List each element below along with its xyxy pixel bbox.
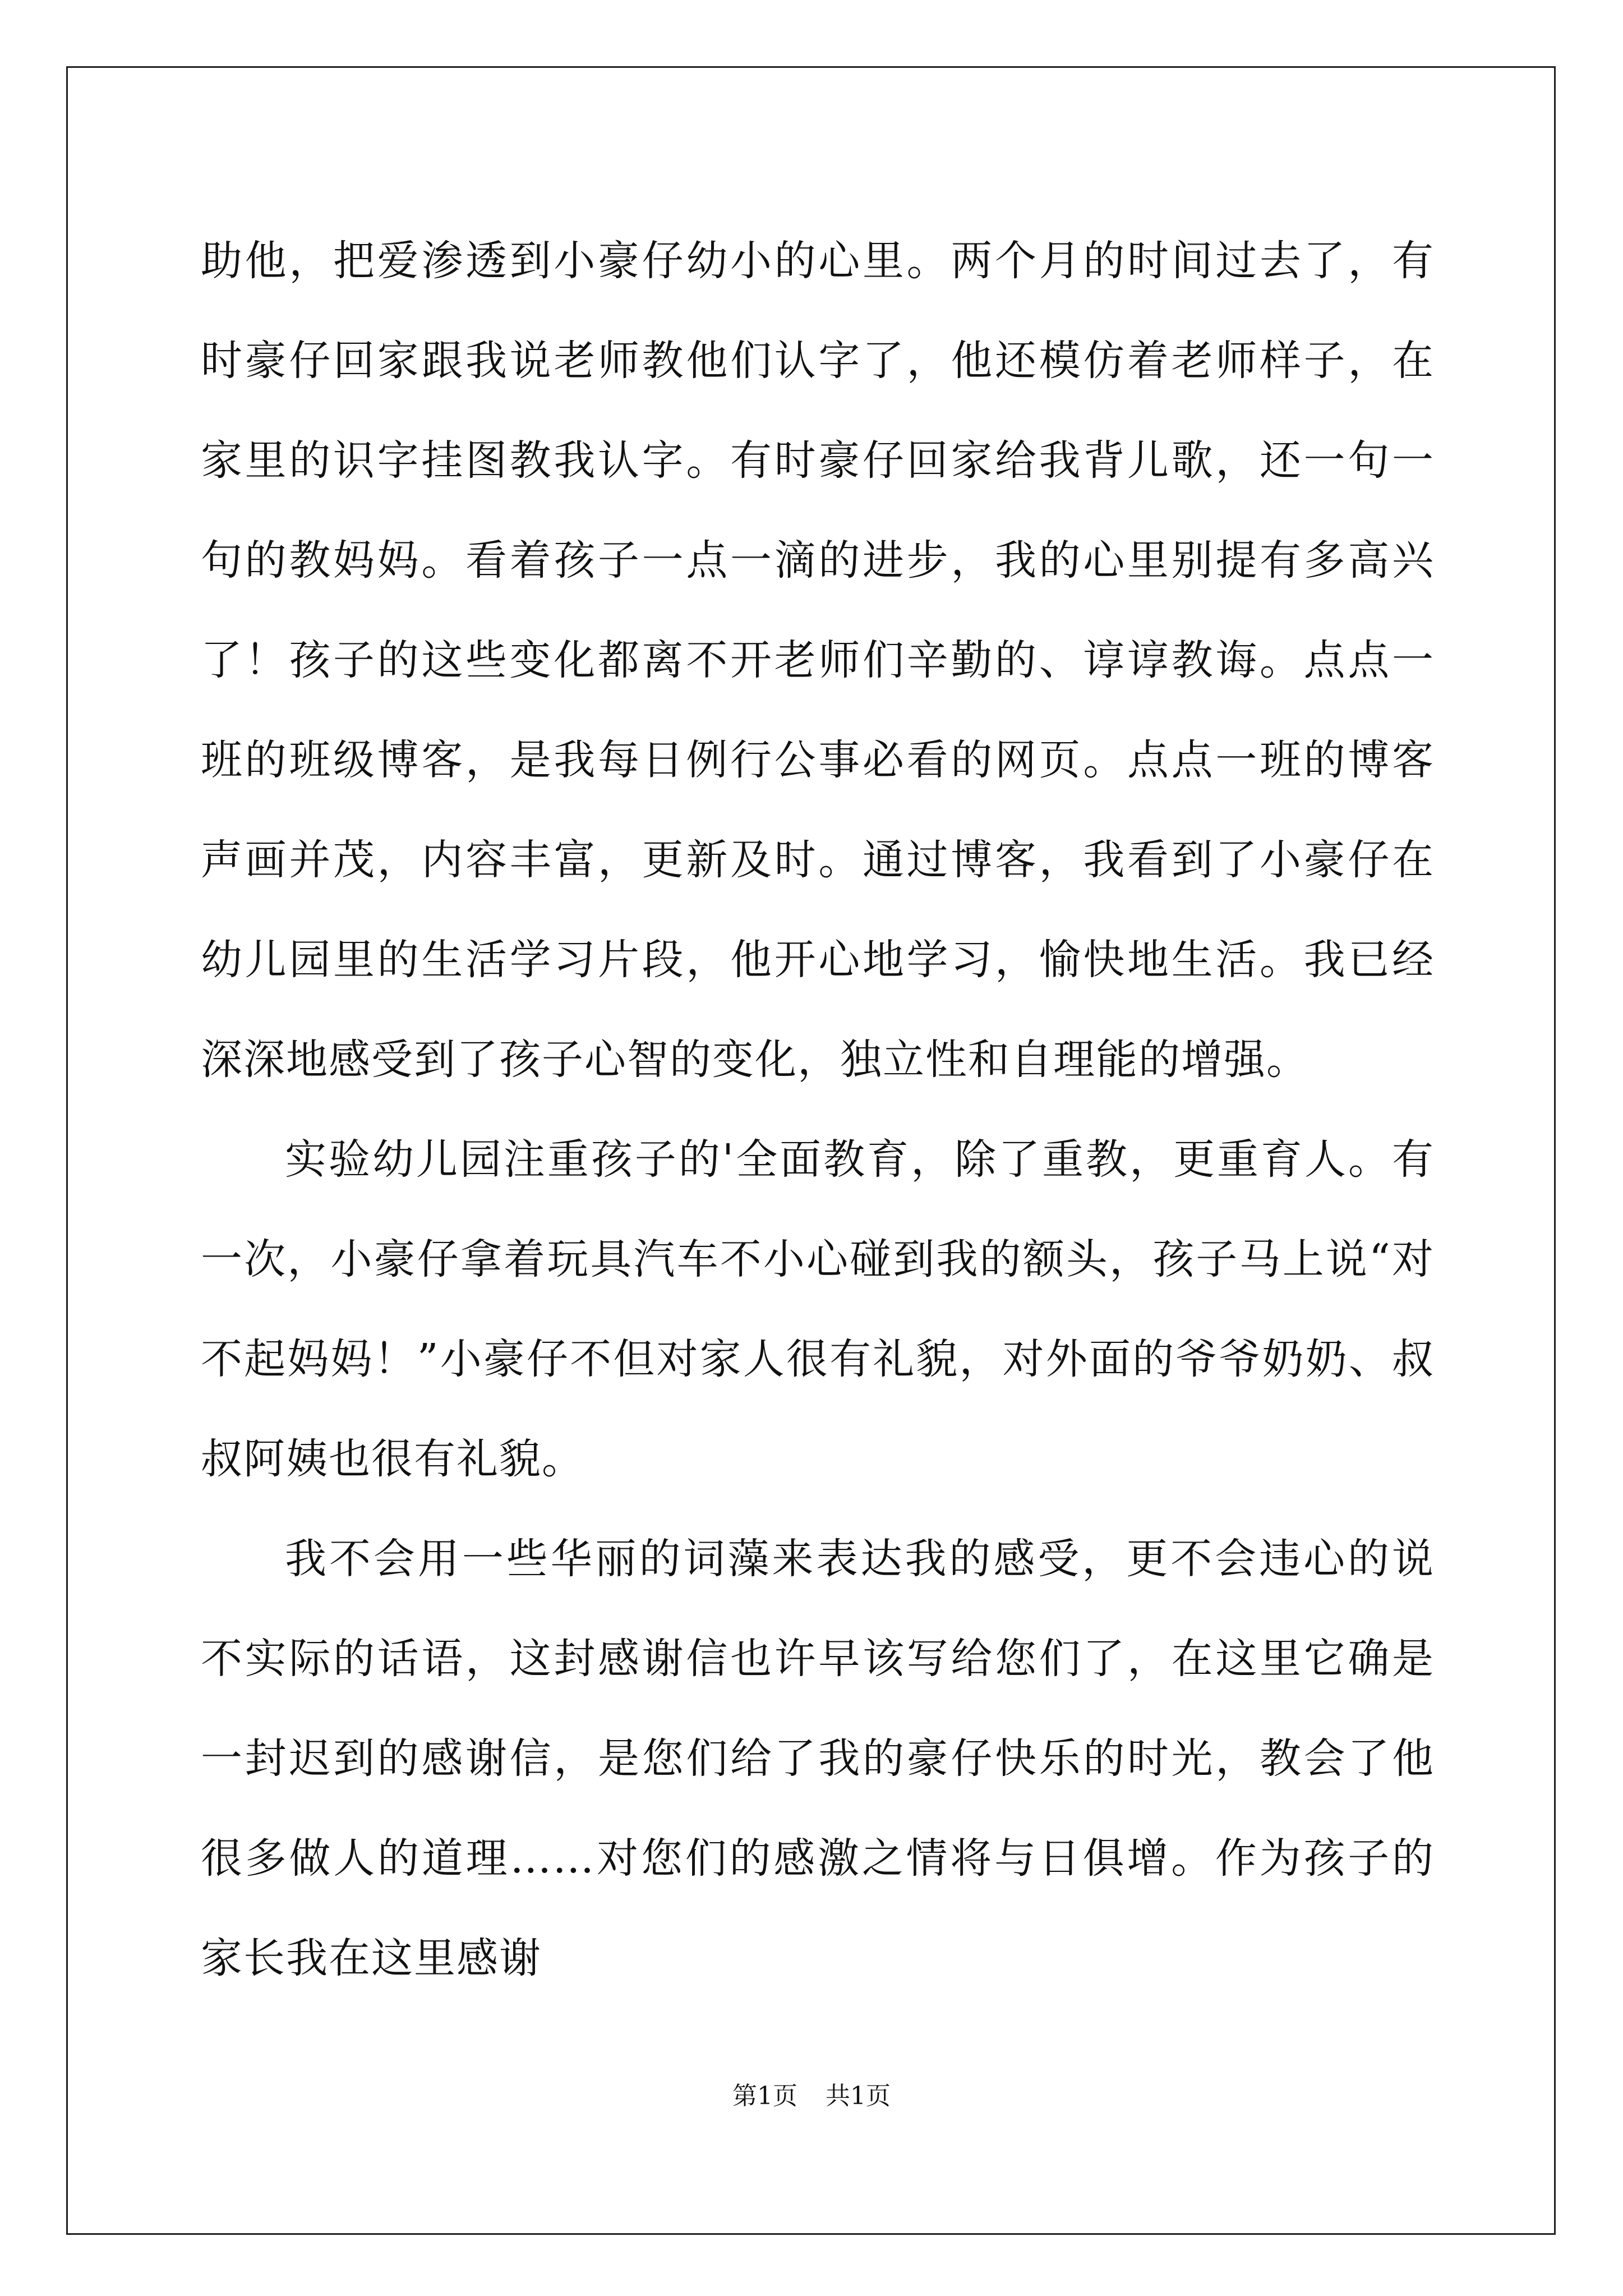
page-count: 共1页 [826, 2082, 891, 2110]
paragraph-2: 实验幼儿园注重孩子的'全面教育，除了重教，更重育人。有一次，小豪仔拿着玩具汽车不小心碰到我的额头，孩子马上说“对不起妈妈！”小豪仔不但对家人很有礼貌，对外面的爷爷奶奶、叔叔阿姨也很有礼貌。 [201, 1135, 1435, 1483]
page-footer [0, 2076, 1623, 2111]
page-number: 第1页 [732, 2082, 797, 2110]
paragraph-1: 助他，把爱渗透到小豪仔幼小的心里。两个月的时间过去了，有时豪仔回家跟我说老师教他们认字了，他还模仿着老师样子，在家里的识字挂图教我认字。有时豪仔回家给我背儿歌，还一句一句的教妈妈。看着孩子一点一滴的进步，我的心里别提有多高兴了！孩子的这些变化都离不开老师们辛勤的、谆谆教诲。点点一班的班级博客，是我每日例行公事必看的网页。点点一班的博客声画并茂，内容丰富，更新及时。通过博客，我看到了小豪仔在幼儿园里的生活学习片段，他开心地学习，愉快地生活。我已经深深地感受到了孩子心智的变化，独立性和自理能的增强。 [201, 237, 1435, 1084]
paragraph-3: 我不会用一些华丽的词藻来表达我的感受，更不会违心的说不实际的话语，这封感谢信也许早该写给您们了，在这里它确是一封迟到的感谢信，是您们给了我的豪仔快乐的时光，教会了他很多做人的道理……对您们的感激之情将与日俱增。作为孩子的家长我在这里感谢 [201, 1535, 1435, 1982]
document-body [201, 211, 1435, 2008]
